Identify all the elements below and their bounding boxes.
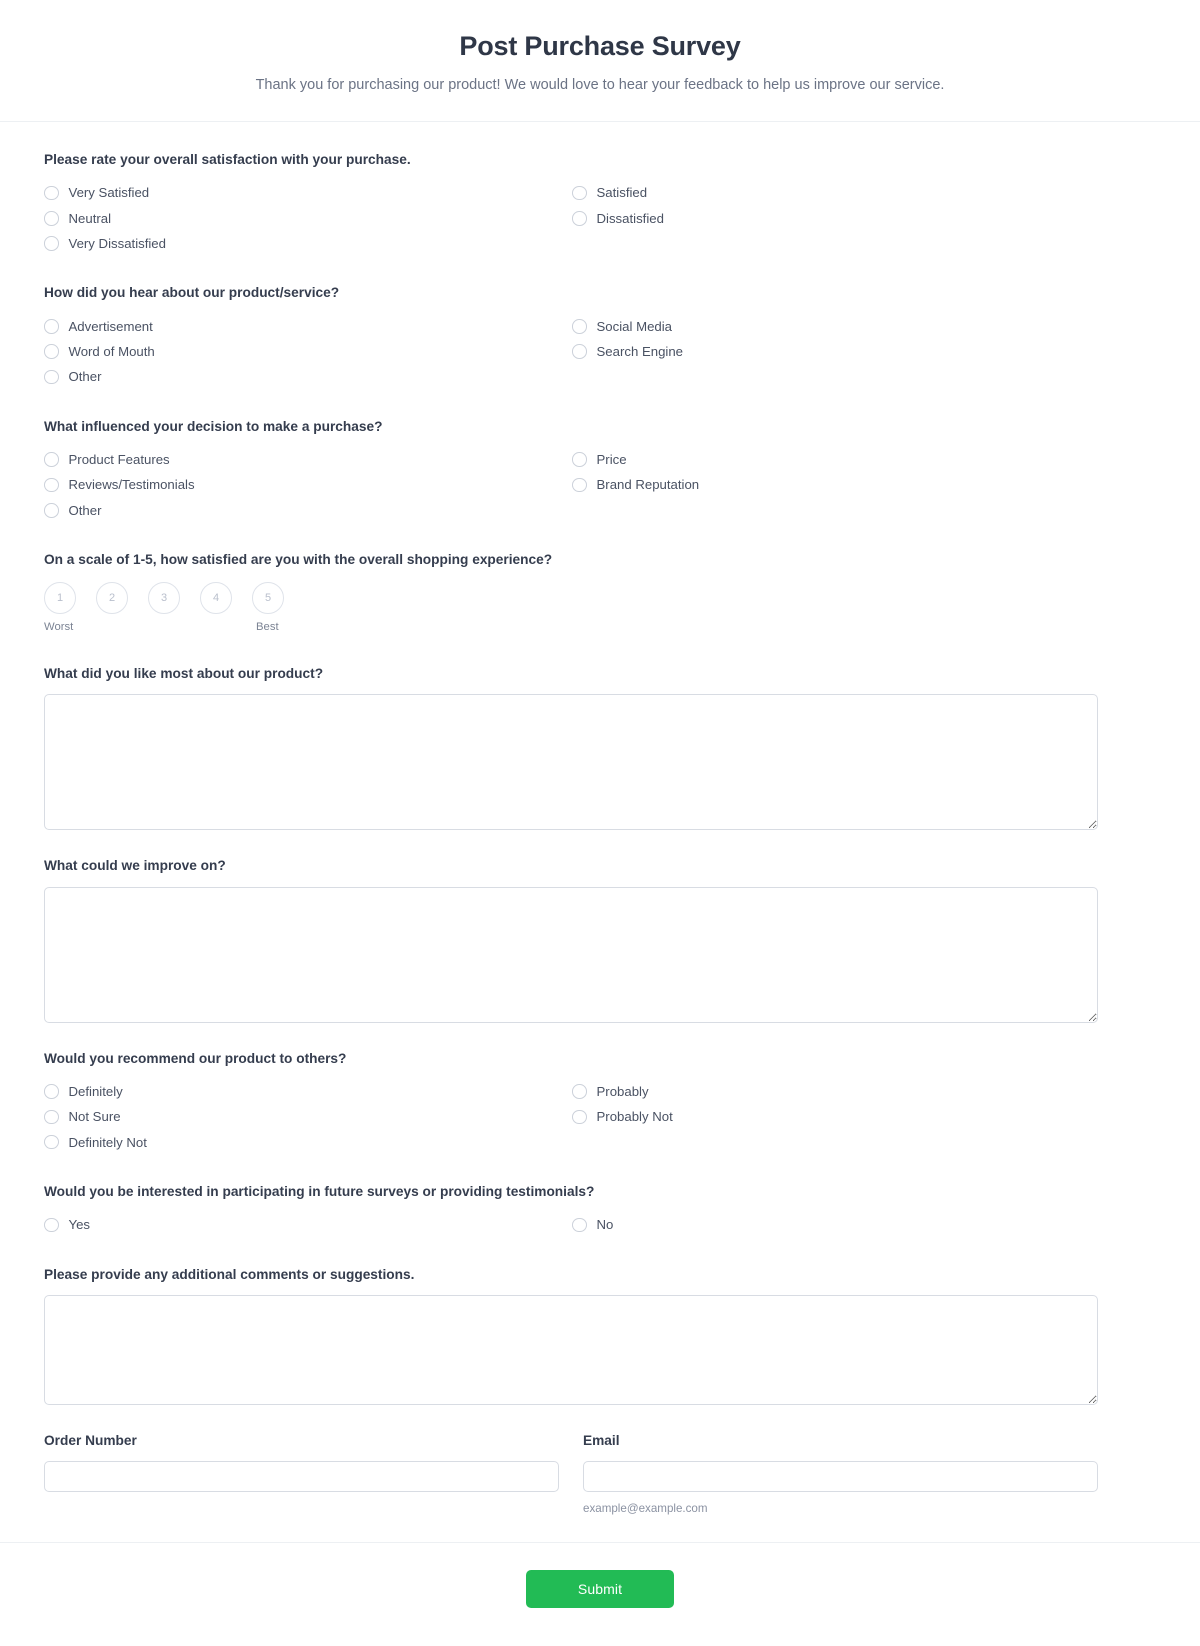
radio-label: Neutral [68, 210, 112, 226]
question-label: Please rate your overall satisfaction with your purchase. [44, 152, 411, 168]
radio-circle-icon[interactable] [44, 478, 59, 493]
radio-option-definitely[interactable] [44, 1079, 572, 1104]
email-field-group [583, 1431, 1098, 1516]
radio-circle-icon[interactable] [44, 452, 59, 467]
question-comments [44, 1265, 1156, 1405]
like-most-textarea[interactable] [44, 694, 1098, 830]
radio-option-yes[interactable] [44, 1212, 572, 1237]
question-label: What could we improve on? [44, 858, 226, 874]
page-subtitle: Thank you for purchasing our product! We would love to hear your feedback to help us improve our service. [255, 76, 945, 93]
email-hint: example@example.com [583, 1501, 708, 1515]
radio-circle-icon[interactable] [572, 211, 587, 226]
radio-circle-icon[interactable] [44, 211, 59, 226]
radio-circle-icon[interactable] [572, 344, 587, 359]
rating-scale [44, 582, 1156, 637]
radio-circle-icon[interactable] [44, 236, 59, 251]
radio-label: No [596, 1217, 614, 1233]
radio-group-influence [44, 447, 1156, 498]
question-label: What did you like most about our product? [44, 666, 324, 682]
radio-circle-icon[interactable] [572, 186, 587, 201]
radio-label: Dissatisfied [596, 210, 664, 226]
radio-option-dissatisfied[interactable] [572, 206, 1156, 231]
radio-group-hear-about [44, 314, 1156, 365]
radio-label: Probably [596, 1083, 649, 1099]
radio-circle-icon[interactable] [44, 503, 59, 518]
question-label: Please provide any additional comments or suggestions. [44, 1266, 415, 1282]
radio-label: Product Features [68, 452, 170, 467]
radio-group-future-surveys [44, 1212, 1156, 1237]
radio-option-reviews-testimonials[interactable] [44, 472, 572, 497]
comments-textarea[interactable] [44, 1295, 1098, 1405]
radio-circle-icon[interactable] [572, 478, 587, 493]
radio-label: Not Sure [68, 1109, 121, 1125]
survey-form [0, 122, 1200, 1516]
radio-circle-icon[interactable] [572, 319, 587, 334]
radio-option-hear-other[interactable] [44, 364, 1156, 389]
radio-option-definitely-not[interactable] [44, 1130, 1156, 1155]
radio-circle-icon[interactable] [44, 1084, 59, 1099]
radio-option-satisfied[interactable] [572, 180, 1156, 205]
radio-option-probably[interactable] [572, 1079, 1156, 1104]
survey-footer [0, 1542, 1200, 1640]
radio-label: Yes [68, 1217, 91, 1233]
rating-scale-options [44, 582, 1156, 614]
rating-high-label: Best [256, 621, 279, 634]
radio-circle-icon[interactable] [44, 186, 59, 201]
radio-circle-icon[interactable] [572, 1084, 587, 1099]
question-influence [44, 417, 1156, 523]
radio-label: Other [68, 502, 102, 518]
order-number-label: Order Number [44, 1432, 137, 1448]
radio-group-recommend [44, 1079, 1156, 1130]
question-label: What influenced your decision to make a purchase? [44, 418, 383, 434]
email-label: Email [583, 1432, 620, 1448]
radio-label: Reviews/Testimonials [68, 477, 195, 493]
radio-option-brand-reputation[interactable] [572, 472, 1156, 497]
radio-label: Search Engine [596, 344, 684, 360]
radio-circle-icon[interactable] [44, 1218, 59, 1233]
contact-fields [44, 1431, 1156, 1516]
radio-label: Other [68, 369, 102, 385]
radio-option-social-media[interactable] [572, 314, 1156, 339]
radio-label: Very Satisfied [68, 185, 150, 201]
question-recommend [44, 1049, 1156, 1155]
question-label: How did you hear about our product/service? [44, 285, 340, 301]
radio-label: Social Media [596, 318, 672, 334]
radio-label: Advertisement [68, 318, 153, 334]
question-satisfaction [44, 150, 1156, 256]
radio-label: Very Dissatisfied [68, 236, 166, 252]
question-scale [44, 550, 1156, 637]
radio-circle-icon[interactable] [44, 1135, 59, 1150]
rating-option-4[interactable]: 4 [200, 582, 232, 614]
survey-header [0, 0, 1200, 122]
rating-option-3[interactable]: 3 [148, 582, 180, 614]
order-number-field-group [44, 1431, 559, 1516]
question-hear-about [44, 283, 1156, 389]
radio-label: Word of Mouth [68, 344, 155, 360]
radio-option-word-of-mouth[interactable] [44, 339, 572, 364]
radio-label: Definitely Not [68, 1134, 147, 1150]
radio-circle-icon[interactable] [572, 1218, 587, 1233]
question-like-most [44, 664, 1156, 830]
question-label: On a scale of 1-5, how satisfied are you with the overall shopping experience? [44, 552, 553, 568]
radio-label: Definitely [68, 1083, 123, 1099]
radio-circle-icon[interactable] [572, 1110, 587, 1125]
radio-label: Price [596, 452, 627, 467]
question-improve [44, 856, 1156, 1022]
order-number-input[interactable] [44, 1461, 559, 1492]
rating-low-label: Worst [44, 621, 74, 634]
email-input[interactable] [583, 1461, 1098, 1492]
question-future-surveys [44, 1182, 1156, 1238]
question-label: Would you recommend our product to others? [44, 1050, 347, 1066]
radio-option-advertisement[interactable] [44, 314, 572, 339]
radio-option-price[interactable] [572, 447, 1156, 472]
radio-option-not-sure[interactable] [44, 1104, 572, 1129]
radio-label: Probably Not [596, 1109, 673, 1125]
radio-option-no[interactable] [572, 1212, 1156, 1237]
radio-option-probably-not[interactable] [572, 1104, 1156, 1129]
radio-group-satisfaction [44, 180, 1156, 231]
radio-circle-icon[interactable] [44, 370, 59, 385]
radio-option-search-engine[interactable] [572, 339, 1156, 364]
rating-option-5[interactable]: 5 [252, 582, 284, 614]
radio-option-influence-other[interactable] [44, 498, 1156, 523]
radio-option-neutral[interactable] [44, 206, 572, 231]
radio-option-product-features[interactable] [44, 447, 572, 472]
rating-option-1[interactable]: 1 [44, 582, 76, 614]
radio-label: Satisfied [596, 185, 648, 201]
radio-circle-icon[interactable] [572, 452, 587, 467]
question-label: Would you be interested in participating in future surveys or providing testimonials? [44, 1183, 595, 1199]
radio-option-very-dissatisfied[interactable] [44, 231, 1156, 256]
rating-scale-endpoints [44, 621, 324, 637]
submit-button[interactable]: Submit [526, 1570, 674, 1608]
improve-textarea[interactable] [44, 887, 1098, 1023]
radio-circle-icon[interactable] [44, 344, 59, 359]
radio-circle-icon[interactable] [44, 319, 59, 334]
rating-option-2[interactable]: 2 [96, 582, 128, 614]
radio-label: Brand Reputation [596, 477, 700, 493]
radio-circle-icon[interactable] [44, 1110, 59, 1125]
page-title: Post Purchase Survey [459, 31, 741, 61]
radio-option-very-satisfied[interactable] [44, 180, 572, 205]
